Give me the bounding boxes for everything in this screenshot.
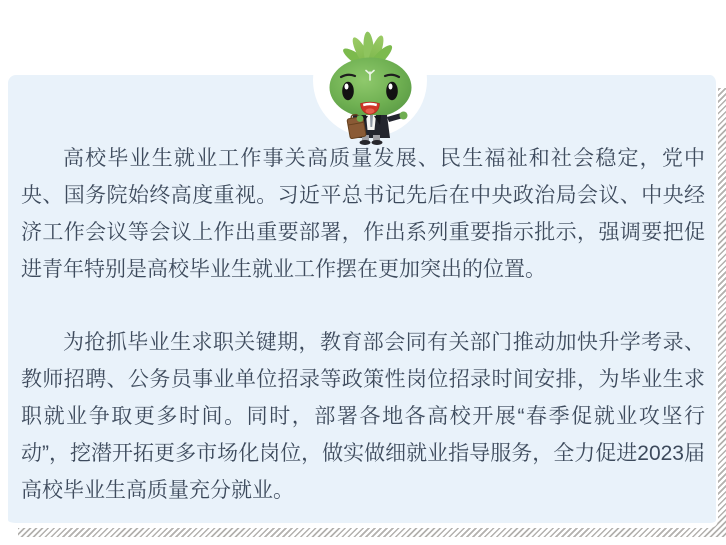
paragraph-2: 为抢抓毕业生求职关键期，教育部会同有关部门推动加快升学考录、教师招聘、公务员事业单位招录等政策性岗位招录时间安排，为毕业生求职就业争取更多时间。同时，部署各地各高校开展“春季促就业攻坚行动”，挖潜开拓更多市场化岗位，做实做细就业指导服务，全力促进2023届高校毕业生高质量充分就业。 bbox=[21, 331, 705, 502]
mascot-body bbox=[346, 112, 407, 146]
paragraph-1: 高校毕业生就业工作事关高质量发展、民生福祉和社会稳定，党中央、国务院始终高度重视。习近平总书记先后在中央政治局会议、中央经济工作会议等会议上作出重要部署，作出系列重要指示批示，强调要把促进青年特别是高校毕业生就业工作摆在更加突出的位置。 bbox=[21, 147, 705, 281]
mascot-briefcase bbox=[346, 113, 366, 138]
sprout-mascot-illustration bbox=[315, 22, 425, 146]
